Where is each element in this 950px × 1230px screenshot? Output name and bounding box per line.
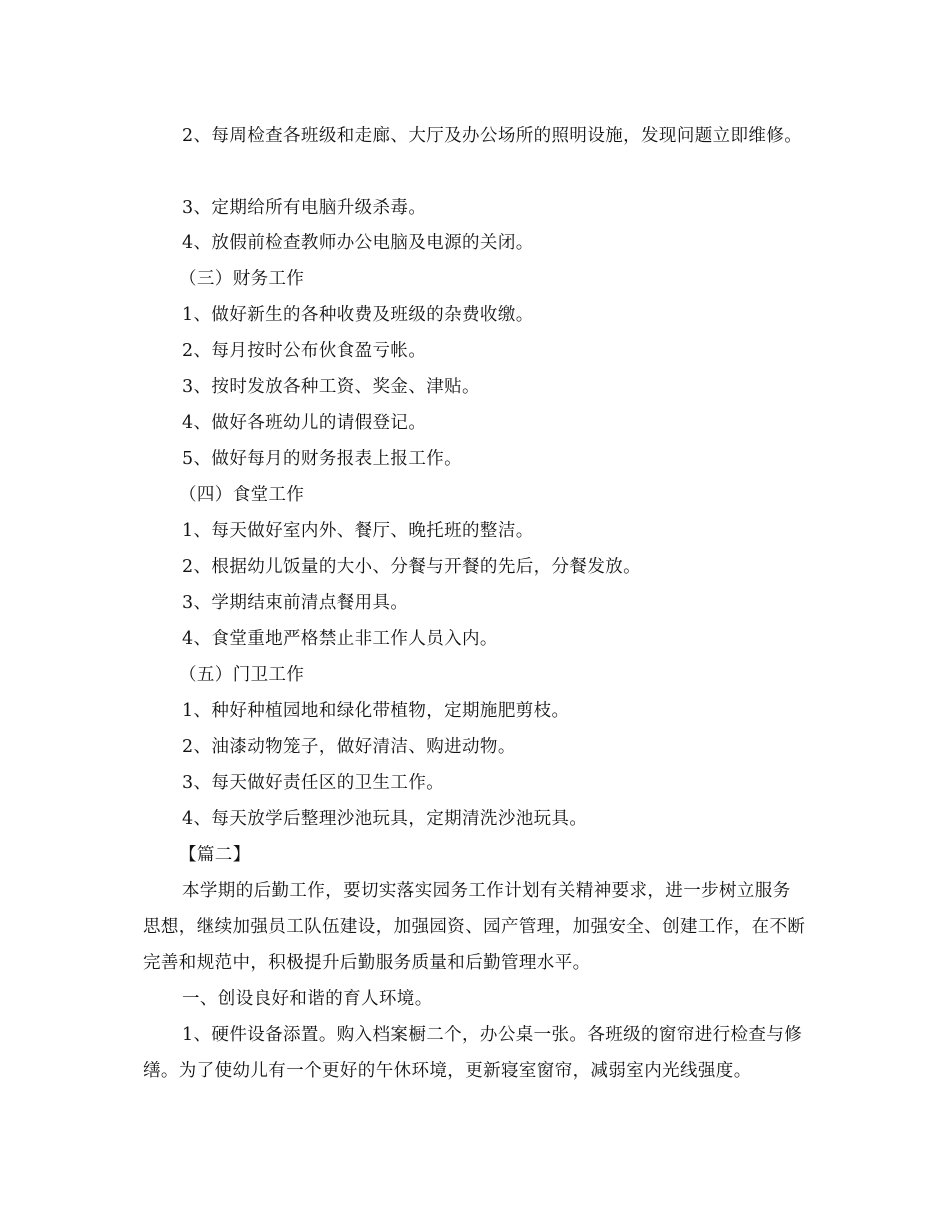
paragraph-hygiene-area: 3、每天做好责任区的卫生工作。 (182, 773, 445, 793)
paragraph-canteen-access: 4、食堂重地严格禁止非工作人员入内。 (182, 629, 498, 649)
section-heading-part-two: 【篇二】 (179, 845, 251, 865)
paragraph-antivirus: 3、定期给所有电脑升级杀毒。 (182, 198, 427, 218)
paragraph-logistics-intro: 本学期的后勤工作，要切实落实园务工作计划有关精神要求，进一步树立服务思想，继续加强员工队伍建设，加强园资、园产管理，加强安全、创建工作，在不断完善和规范中，积极提升后勤服务质量和后勤管理水平。 (143, 881, 806, 973)
paragraph-fees: 1、做好新生的各种收费及班级的杂费收缴。 (182, 305, 534, 325)
paragraph-financial-reports: 5、做好每月的财务报表上报工作。 (182, 449, 463, 469)
paragraph-wages: 3、按时发放各种工资、奖金、津贴。 (182, 377, 480, 397)
paragraph-meal-distribution: 2、根据幼儿饭量的大小、分餐与开餐的先后，分餐发放。 (182, 557, 642, 577)
section-heading-gatekeeping: （五）门卫工作 (179, 665, 305, 685)
section-heading-finance: （三）财务工作 (179, 269, 305, 289)
paragraph-animal-cages: 2、油漆动物笼子，做好清洁、购进动物。 (182, 737, 516, 757)
paragraph-power-check: 4、放假前检查教师办公电脑及电源的关闭。 (182, 233, 534, 253)
paragraph-tableware: 3、学期结束前清点餐用具。 (182, 593, 409, 613)
section-heading-canteen: （四）食堂工作 (179, 485, 305, 505)
paragraph-environment-heading: 一、创设良好和谐的育人环境。 (182, 989, 433, 1009)
paragraph-cleanliness: 1、每天做好室内外、餐厅、晚托班的整洁。 (182, 521, 534, 541)
paragraph-leave-registration: 4、做好各班幼儿的请假登记。 (182, 413, 427, 433)
paragraph-hardware: 1、硬件设备添置。购入档案橱二个，办公桌一张。各班级的窗帘进行检查与修缮。为了使幼儿有一个更好的午休环境，更新寝室窗帘，减弱室内光线强度。 (143, 1025, 803, 1081)
paragraph-meal-accounts: 2、每月按时公布伙食盈亏帐。 (182, 341, 427, 361)
paragraph-lighting-check: 2、每周检查各班级和走廊、大厅及办公场所的照明设施，发现问题立即维修。 (182, 126, 803, 146)
paragraph-sandpit-toys: 4、每天放学后整理沙池玩具，定期清洗沙池玩具。 (182, 809, 588, 829)
paragraph-planting: 1、种好种植园地和绿化带植物，定期施肥剪枝。 (182, 701, 570, 721)
